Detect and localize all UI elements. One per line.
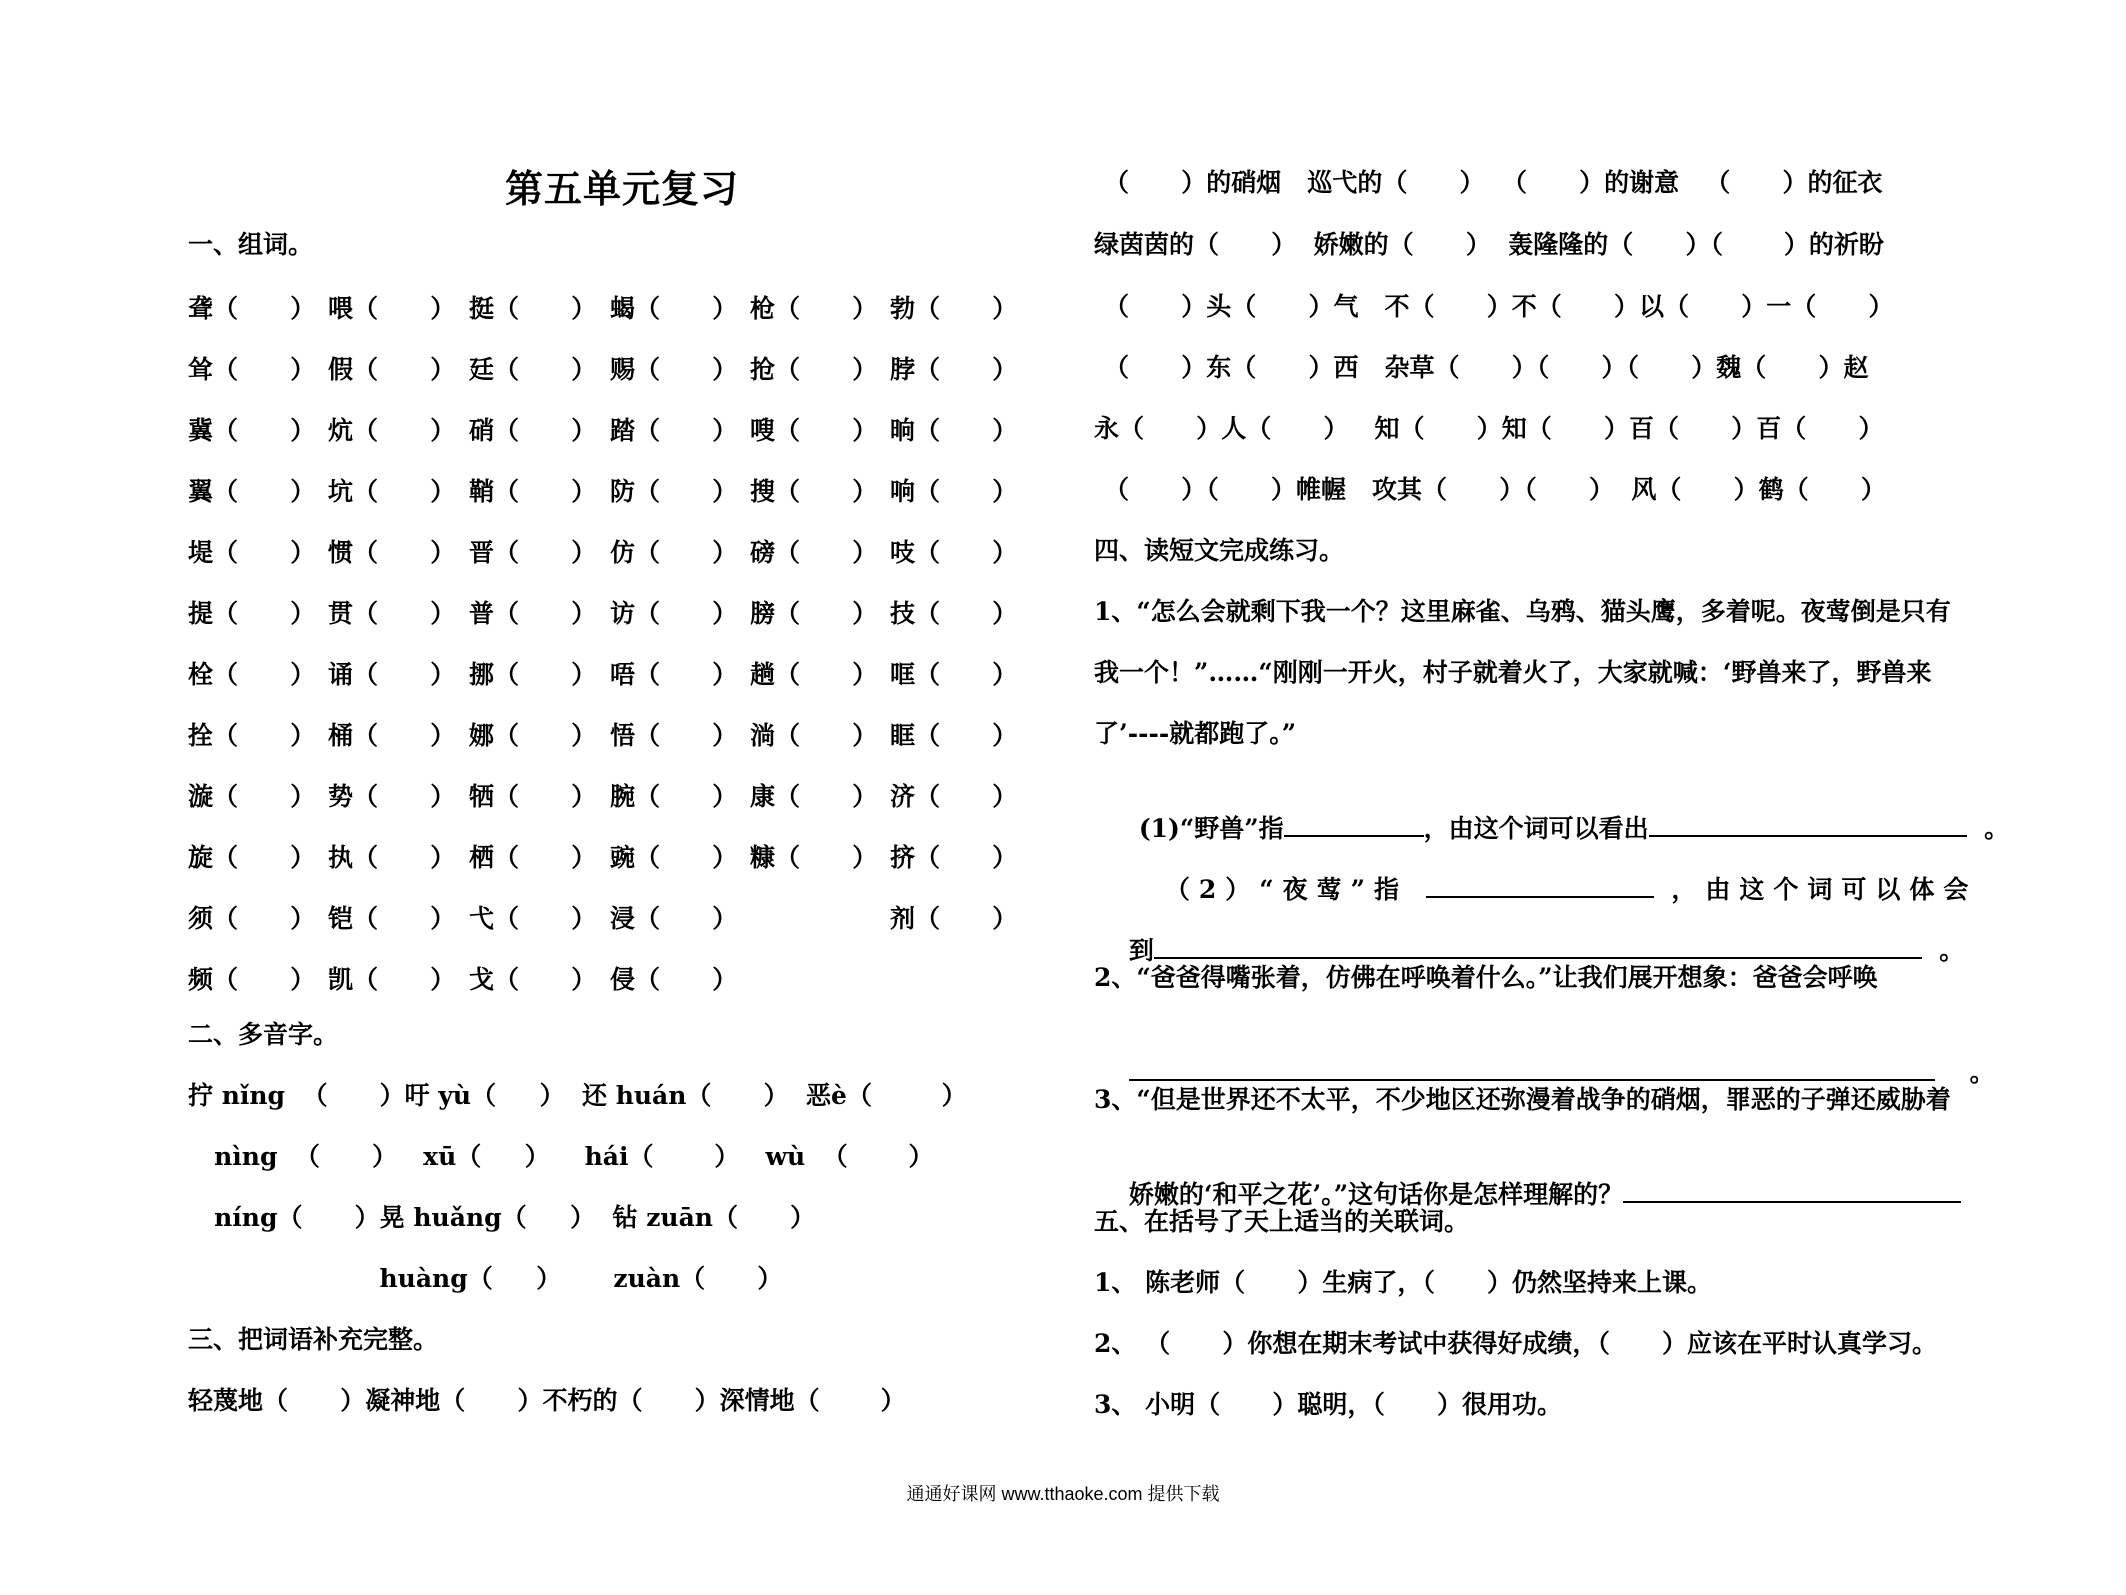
word-grid-cell [188, 289, 315, 325]
answer-parentheses[interactable]: （ ） [353, 782, 456, 811]
answer-parentheses[interactable]: （ ） [353, 904, 456, 933]
idiom-line-2: （ ）东（ ）西 杂草（ ）（ ）（ ）魏（ ）赵 [1104, 353, 1869, 382]
word-grid-char: 廷 [469, 355, 495, 384]
word-grid-char: 炕 [328, 416, 354, 445]
word-grid-cell [328, 350, 455, 386]
idiom-line-1: （ ）头（ ）气 不（ ）不（ ）以（ ）一（ ） [1104, 292, 1894, 321]
answer-parentheses[interactable]: （ ） [635, 843, 738, 872]
question-1-part-b: ，由这个词可以看出 [1423, 814, 1649, 843]
section-1-heading: 一、组词。 [188, 230, 314, 259]
answer-parentheses[interactable]: （ ） [213, 721, 316, 750]
answer-parentheses[interactable]: （ ） [494, 355, 597, 384]
answer-parentheses[interactable]: （ ） [213, 477, 316, 506]
word-grid-char: 响 [890, 477, 916, 506]
word-grid-cell [610, 411, 737, 447]
word-grid-row [188, 655, 1048, 689]
word-grid-char: 挤 [890, 843, 916, 872]
word-grid-char: 眶 [890, 721, 916, 750]
phrase-line-left: 轻蔑地（ ）凝神地（ ）不朽的（ ）深情地（ ） [188, 1386, 906, 1415]
conjunction-line-1: 1、 陈老师（ ）生病了，（ ）仍然坚持来上课。 [1094, 1268, 1713, 1297]
answer-parentheses[interactable]: （ ） [213, 904, 316, 933]
word-grid-row [188, 716, 1048, 750]
word-grid-cell [469, 899, 596, 935]
word-grid-char: 诵 [328, 660, 354, 689]
answer-parentheses[interactable]: （ ） [494, 294, 597, 323]
word-grid-cell [610, 777, 737, 813]
word-grid-char: 栖 [469, 843, 495, 872]
word-grid-cell [750, 777, 877, 813]
answer-parentheses[interactable]: （ ） [915, 599, 1018, 628]
word-grid-cell [328, 716, 455, 752]
word-grid-cell [188, 594, 315, 630]
word-grid-row [188, 960, 1048, 994]
word-grid-char: 贯 [328, 599, 354, 628]
answer-parentheses[interactable]: （ ） [775, 721, 878, 750]
word-grid-char: 豌 [610, 843, 636, 872]
word-grid-char: 弋 [469, 904, 495, 933]
word-grid-cell [890, 350, 1017, 386]
word-grid-cell [750, 838, 877, 874]
answer-parentheses[interactable]: （ ） [494, 721, 597, 750]
word-grid-cell [469, 472, 596, 508]
answer-parentheses[interactable]: （ ） [635, 599, 738, 628]
answer-parentheses[interactable]: （ ） [353, 599, 456, 628]
word-grid-cell [610, 533, 737, 569]
word-grid-row [188, 350, 1048, 384]
answer-parentheses[interactable]: （ ） [353, 965, 456, 994]
answer-blank[interactable] [1154, 935, 1922, 959]
answer-parentheses[interactable]: （ ） [494, 782, 597, 811]
word-grid-cell [610, 960, 737, 996]
answer-parentheses[interactable]: （ ） [213, 294, 316, 323]
answer-blank[interactable] [1623, 1179, 1961, 1203]
word-grid-char: 喂 [328, 294, 354, 323]
answer-parentheses[interactable]: （ ） [635, 782, 738, 811]
word-grid-cell [890, 899, 1017, 935]
word-grid-cell [469, 533, 596, 569]
word-grid-cell [890, 716, 1017, 752]
word-grid-char: 踏 [610, 416, 636, 445]
section-5-heading: 五、在括号了天上适当的关联词。 [1094, 1207, 1470, 1236]
word-grid-cell [469, 655, 596, 691]
answer-parentheses[interactable]: （ ） [494, 416, 597, 445]
word-grid-char: 哐 [890, 660, 916, 689]
answer-parentheses[interactable]: （ ） [635, 355, 738, 384]
word-grid-cell [610, 838, 737, 874]
polyphone-line-2: nìng （ ） xū（ ） hái（ ） wù （ ） [188, 1142, 934, 1171]
word-grid-cell [750, 716, 877, 752]
page-title: 第五单元复习 [505, 166, 740, 211]
answer-parentheses[interactable]: （ ） [353, 660, 456, 689]
section-2-heading: 二、多音字。 [188, 1020, 339, 1049]
word-grid-row [188, 777, 1048, 811]
passage-1-line-2: 我一个！”……“刚刚一开火，村子就着火了，大家就喊：‘野兽来了，野兽来 [1094, 658, 1932, 687]
word-grid-cell [750, 594, 877, 630]
word-grid-cell [188, 533, 315, 569]
answer-parentheses[interactable]: （ ） [353, 416, 456, 445]
answer-parentheses[interactable]: （ ） [915, 538, 1018, 567]
word-grid-char: 剂 [890, 904, 916, 933]
answer-parentheses[interactable]: （ ） [775, 416, 878, 445]
word-grid-char: 惯 [328, 538, 354, 567]
word-grid-cell [188, 777, 315, 813]
word-grid-char: 执 [328, 843, 354, 872]
answer-parentheses[interactable]: （ ） [494, 965, 597, 994]
answer-blank[interactable] [1426, 874, 1654, 898]
conjunction-line-2: 2、 （ ）你想在期末考试中获得好成绩，（ ）应该在平时认真学习。 [1094, 1329, 1938, 1358]
word-grid-char: 康 [750, 782, 776, 811]
word-grid-cell [610, 899, 737, 935]
word-grid-char: 势 [328, 782, 354, 811]
word-grid-cell [328, 594, 455, 630]
word-grid-cell [750, 350, 877, 386]
word-grid-char: 戈 [469, 965, 495, 994]
section-4-heading: 四、读短文完成练习。 [1094, 536, 1345, 565]
answer-parentheses[interactable]: （ ） [635, 294, 738, 323]
phrase-line-right-2: 绿茵茵的（ ） 娇嫩的（ ） 轰隆隆的（ ）（ ）的祈盼 [1094, 230, 1884, 259]
word-grid-char: 假 [328, 355, 354, 384]
answer-blank[interactable] [1129, 1057, 1935, 1081]
word-grid-char: 浸 [610, 904, 636, 933]
word-grid-char: 聋 [188, 294, 214, 323]
passage-3-line-1: 3、“但是世界还不太平，不少地区还弥漫着战争的硝烟，罪恶的子弹还威胁着 [1094, 1085, 1951, 1114]
phrase-line-right-1: （ ）的硝烟 巡弋的（ ） （ ）的谢意 （ ）的征衣 [1104, 168, 1883, 197]
word-grid-row [188, 289, 1048, 323]
answer-parentheses[interactable]: （ ） [353, 538, 456, 567]
idiom-line-3: 永（ ）人（ ） 知（ ）知（ ）百（ ）百（ ） [1094, 414, 1884, 443]
answer-parentheses[interactable]: （ ） [915, 660, 1018, 689]
question-2-part-b: ，由这个词可以体会 [1671, 875, 1978, 904]
conjunction-line-3: 3、 小明（ ）聪明，（ ）很用功。 [1094, 1390, 1563, 1419]
question-2-continued: 到 。 [1128, 936, 1965, 965]
word-grid-char: 硝 [469, 416, 495, 445]
word-grid-char: 搜 [750, 477, 776, 506]
word-grid-char: 翼 [188, 477, 214, 506]
answer-parentheses[interactable]: （ ） [775, 294, 878, 323]
answer-parentheses[interactable]: （ ） [494, 477, 597, 506]
word-grid-cell [469, 777, 596, 813]
footer-credit: 通通好课网 www.tthaoke.com 提供下载 [906, 1484, 1220, 1504]
word-grid-char: 趟 [750, 660, 776, 689]
word-grid-cell [890, 777, 1017, 813]
word-grid-cell [610, 655, 737, 691]
answer-parentheses[interactable]: （ ） [775, 843, 878, 872]
word-grid-char: 普 [469, 599, 495, 628]
passage-2-answer: 。 [1094, 1022, 1995, 1124]
polyphone-line-1: 拧 nǐng （ ）吁 yù（ ） 还 huán（ ） 恶è（ ） [188, 1081, 967, 1110]
word-grid-char: 晌 [890, 416, 916, 445]
answer-parentheses[interactable]: （ ） [494, 660, 597, 689]
answer-parentheses[interactable]: （ ） [775, 355, 878, 384]
word-grid-char: 耸 [188, 355, 214, 384]
word-grid-cell [328, 960, 455, 996]
word-grid-cell [610, 716, 737, 752]
word-grid-cell [328, 655, 455, 691]
word-grid-cell [328, 472, 455, 508]
word-grid-char: 枪 [750, 294, 776, 323]
word-grid-cell [469, 960, 596, 996]
question-2-part-a: （2）“夜莺”指 [1164, 875, 1408, 904]
word-grid-row [188, 594, 1048, 628]
word-grid-cell [890, 655, 1017, 691]
word-grid-cell [188, 655, 315, 691]
word-grid-cell [750, 533, 877, 569]
word-grid-char: 嗖 [750, 416, 776, 445]
polyphone-line-3: níng（ ）晃 huǎng（ ） 钻 zuān（ ） [188, 1203, 816, 1232]
word-grid-char: 坑 [328, 477, 354, 506]
answer-parentheses[interactable]: （ ） [915, 843, 1018, 872]
word-grid-char: 频 [188, 965, 214, 994]
word-grid-cell [890, 411, 1017, 447]
word-grid-char: 磅 [750, 538, 776, 567]
answer-parentheses[interactable]: （ ） [915, 782, 1018, 811]
word-grid-char: 凯 [328, 965, 354, 994]
word-grid-row [188, 838, 1048, 872]
answer-parentheses[interactable]: （ ） [213, 416, 316, 445]
answer-parentheses[interactable]: （ ） [635, 904, 738, 933]
word-grid-char: 挺 [469, 294, 495, 323]
word-grid-cell [188, 411, 315, 447]
word-grid-row [188, 472, 1048, 506]
word-grid-char: 脖 [890, 355, 916, 384]
answer-parentheses[interactable]: （ ） [635, 721, 738, 750]
word-grid-char: 挪 [469, 660, 495, 689]
word-grid-cell [188, 472, 315, 508]
answer-parentheses[interactable]: （ ） [353, 355, 456, 384]
word-grid-char: 糠 [750, 843, 776, 872]
word-grid-cell [890, 533, 1017, 569]
answer-parentheses[interactable]: （ ） [213, 843, 316, 872]
word-grid-row [188, 533, 1048, 567]
answer-parentheses[interactable]: （ ） [353, 294, 456, 323]
word-grid-char: 栓 [188, 660, 214, 689]
answer-parentheses[interactable]: （ ） [494, 904, 597, 933]
answer-parentheses[interactable]: （ ） [775, 660, 878, 689]
answer-parentheses[interactable]: （ ） [213, 538, 316, 567]
question-1: (1)“野兽”指 ，由这个词可以看出 。 [1138, 814, 2010, 843]
word-grid-cell [610, 350, 737, 386]
word-grid-cell [188, 899, 315, 935]
word-grid-cell [469, 350, 596, 386]
word-grid-char: 鞘 [469, 477, 495, 506]
word-grid-cell [469, 289, 596, 325]
word-grid-cell [890, 838, 1017, 874]
word-grid-char: 吱 [890, 538, 916, 567]
answer-parentheses[interactable]: （ ） [915, 294, 1018, 323]
answer-parentheses[interactable]: （ ） [494, 599, 597, 628]
word-grid-char: 桶 [328, 721, 354, 750]
word-grid-char: 悟 [610, 721, 636, 750]
word-grid-cell [328, 899, 455, 935]
word-grid-cell [610, 594, 737, 630]
answer-parentheses[interactable]: （ ） [915, 477, 1018, 506]
answer-parentheses[interactable]: （ ） [635, 965, 738, 994]
word-grid-cell [750, 411, 877, 447]
word-grid-cell [750, 655, 877, 691]
word-grid-char: 防 [610, 477, 636, 506]
answer-parentheses[interactable]: （ ） [213, 599, 316, 628]
passage-2: 2、“爸爸得嘴张着，仿佛在呼唤着什么。”让我们展开想象：爸爸会呼唤 [1094, 963, 1878, 992]
answer-parentheses[interactable]: （ ） [915, 355, 1018, 384]
word-grid-char: 济 [890, 782, 916, 811]
word-grid-row [188, 411, 1048, 445]
word-grid-char: 赐 [610, 355, 636, 384]
word-grid-cell [328, 411, 455, 447]
word-grid-char: 访 [610, 599, 636, 628]
word-grid-cell [750, 472, 877, 508]
word-grid-char: 旋 [188, 843, 214, 872]
word-grid-cell [750, 289, 877, 325]
answer-parentheses[interactable]: （ ） [353, 843, 456, 872]
word-grid-cell [469, 594, 596, 630]
answer-parentheses[interactable]: （ ） [213, 660, 316, 689]
word-grid-char: 仿 [610, 538, 636, 567]
word-grid-char: 须 [188, 904, 214, 933]
word-grid-cell [328, 838, 455, 874]
word-grid-char: 腕 [610, 782, 636, 811]
answer-parentheses[interactable]: （ ） [775, 782, 878, 811]
word-grid-cell [610, 289, 737, 325]
answer-blank[interactable] [1284, 813, 1424, 837]
question-2-part-c: 到 [1128, 936, 1154, 965]
word-grid-cell [188, 960, 315, 996]
answer-parentheses[interactable]: （ ） [915, 416, 1018, 445]
answer-parentheses[interactable]: （ ） [635, 660, 738, 689]
word-grid-char: 膀 [750, 599, 776, 628]
word-grid-char: 晋 [469, 538, 495, 567]
word-grid-cell [328, 289, 455, 325]
word-grid-row [188, 899, 1048, 933]
word-grid-cell [469, 716, 596, 752]
question-1-part-a: (1)“野兽”指 [1138, 814, 1284, 843]
answer-parentheses[interactable]: （ ） [353, 721, 456, 750]
word-grid-cell [890, 472, 1017, 508]
word-grid-cell [610, 472, 737, 508]
word-grid-char: 技 [890, 599, 916, 628]
answer-parentheses[interactable]: （ ） [213, 355, 316, 384]
word-grid-char: 冀 [188, 416, 214, 445]
word-grid-char: 抢 [750, 355, 776, 384]
answer-parentheses[interactable]: （ ） [635, 477, 738, 506]
word-grid-cell [469, 411, 596, 447]
answer-parentheses[interactable]: （ ） [213, 965, 316, 994]
word-grid-char: 拴 [188, 721, 214, 750]
answer-parentheses[interactable]: （ ） [494, 538, 597, 567]
answer-parentheses[interactable]: （ ） [915, 904, 1018, 933]
word-grid-char: 蝎 [610, 294, 636, 323]
answer-parentheses[interactable]: （ ） [635, 538, 738, 567]
word-grid-cell [188, 838, 315, 874]
word-grid-cell [890, 594, 1017, 630]
answer-parentheses[interactable]: （ ） [635, 416, 738, 445]
word-grid-char: 提 [188, 599, 214, 628]
word-grid-char: 牺 [469, 782, 495, 811]
word-grid-char: 勃 [890, 294, 916, 323]
word-grid-char: 铠 [328, 904, 354, 933]
passage-3-question: 娇嫩的‘和平之花’。”这句话你是怎样理解的？ [1128, 1180, 1624, 1209]
word-grid-char: 娜 [469, 721, 495, 750]
section-3-heading: 三、把词语补充完整。 [188, 1325, 439, 1354]
passage-1-line-3: 了’----就都跑了。” [1094, 719, 1297, 748]
word-grid-char: 侵 [610, 965, 636, 994]
word-grid-char: 漩 [188, 782, 214, 811]
word-grid-char: 堤 [188, 538, 214, 567]
answer-parentheses[interactable]: （ ） [775, 477, 878, 506]
word-grid-cell [469, 838, 596, 874]
answer-parentheses[interactable]: （ ） [494, 843, 597, 872]
answer-blank[interactable] [1649, 813, 1967, 837]
word-grid-cell [328, 777, 455, 813]
answer-parentheses[interactable]: （ ） [775, 599, 878, 628]
word-grid-cell [890, 289, 1017, 325]
word-grid-char: 唔 [610, 660, 636, 689]
answer-parentheses[interactable]: （ ） [775, 538, 878, 567]
answer-parentheses[interactable]: （ ） [213, 782, 316, 811]
word-grid-cell [188, 716, 315, 752]
answer-parentheses[interactable]: （ ） [353, 477, 456, 506]
answer-parentheses[interactable]: （ ） [915, 721, 1018, 750]
word-grid-cell [188, 350, 315, 386]
word-grid-char: 淌 [750, 721, 776, 750]
passage-1-line-1: 1、“怎么会就剩下我一个？这里麻雀、乌鸦、猫头鹰，多着呢。夜莺倒是只有 [1094, 597, 1951, 626]
word-grid-cell [328, 533, 455, 569]
idiom-line-4: （ ）（ ）帷幄 攻其（ ）（ ） 风（ ）鹤（ ） [1104, 475, 1886, 504]
polyphone-line-4: huàng（ ） zuàn（ ） [188, 1264, 783, 1293]
